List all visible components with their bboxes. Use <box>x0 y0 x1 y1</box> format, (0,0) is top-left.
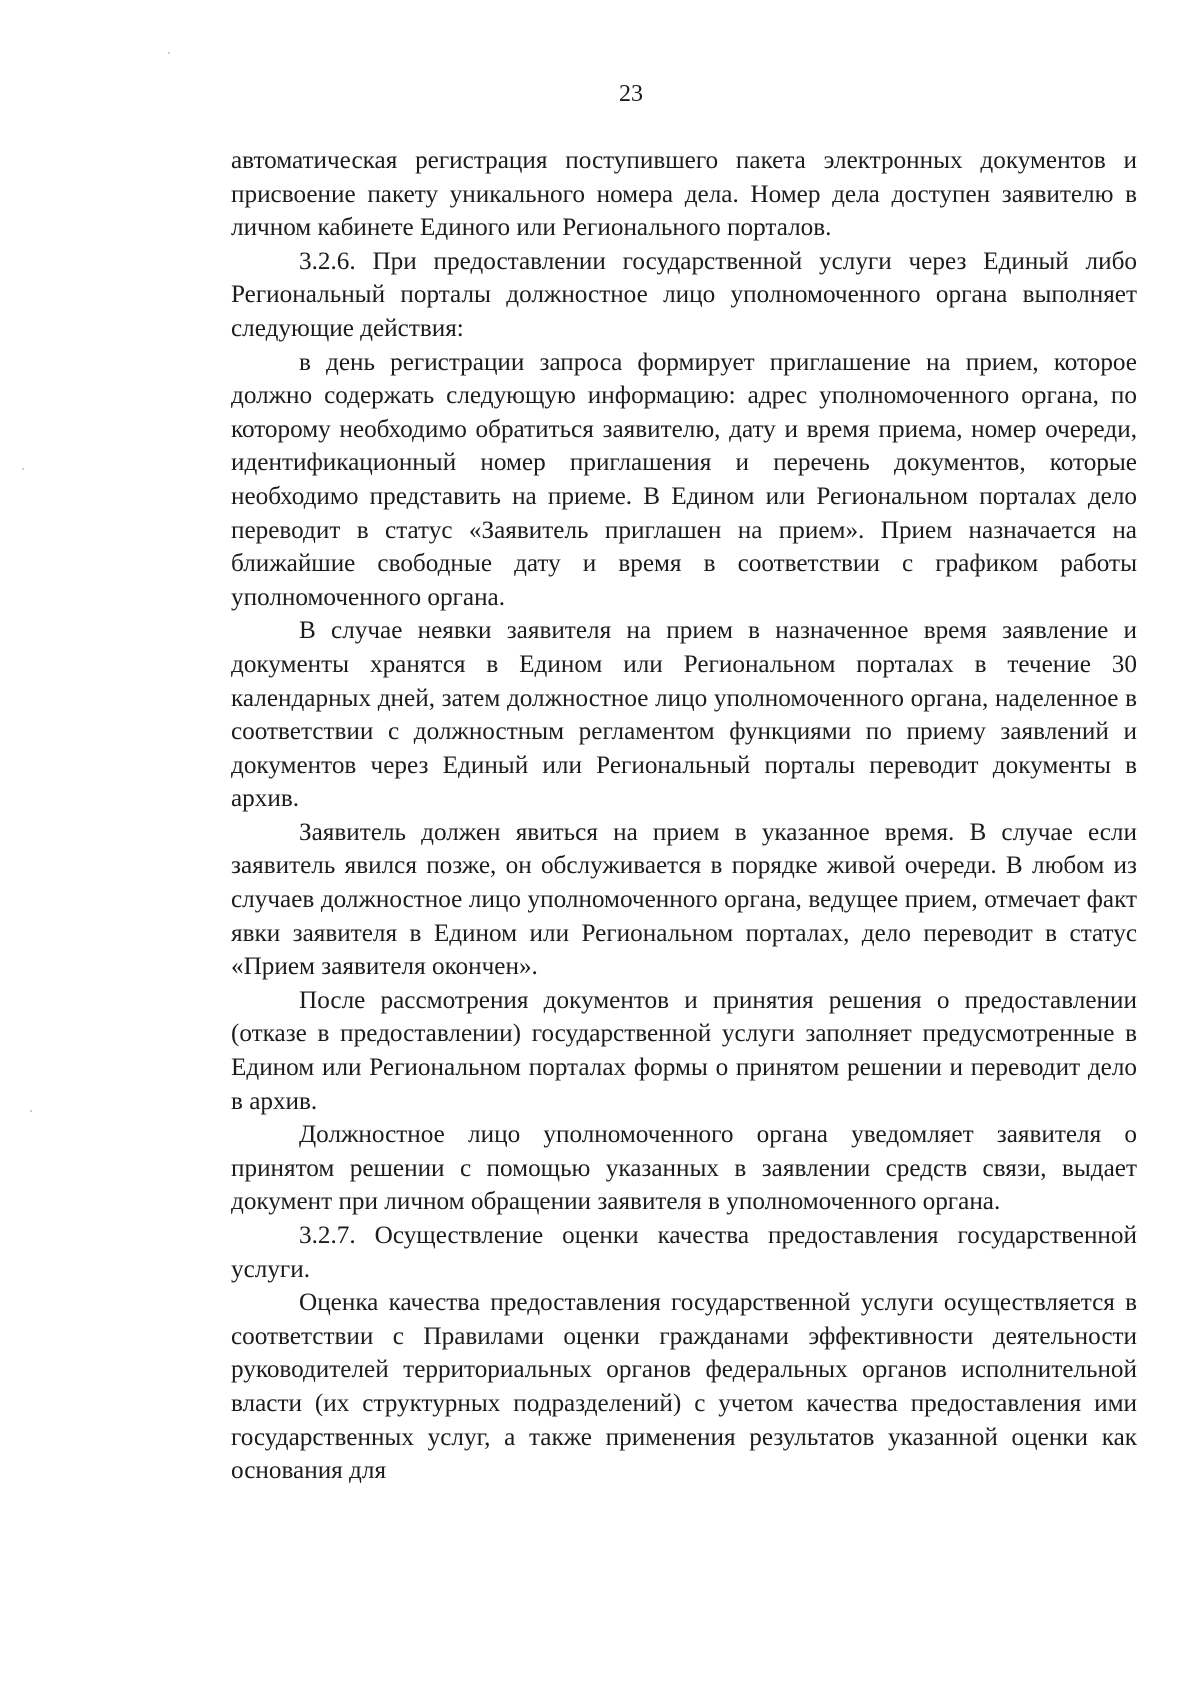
section-heading-3-2-7: 3.2.7. Осуществление оценки качества предоставления государственной услуги. <box>231 1222 1137 1283</box>
paragraph: Заявитель должен явиться на прием в указанное время. В случае если заявитель явился позже, он обслуживается в порядке живой очереди. В любом из случаев должностное лицо уполномоченного органа, ведущее прием, отмечает факт явки заявителя в Едином или Региональном порталах, дело переводит в статус «Прием заявителя окончен». <box>231 818 1137 981</box>
paragraph: 3.2.6. При предоставлении государственной услуги через Единый либо Региональный порталы должностное лицо уполномоченного органа выполняет следующие действия: <box>231 247 1137 342</box>
document-body <box>231 144 1137 1488</box>
paragraph: В случае неявки заявителя на прием в назначенное время заявление и документы хранятся в Едином или Региональном порталах в течение 30 календарных дней, затем должностное лицо уполномоченного органа, наделенное в соответствии с должностным регламентом функциями по приему заявлений и документов через Единый или Региональный порталы переводит документы в архив. <box>231 617 1137 813</box>
page-number: 23 <box>619 81 643 107</box>
paragraph: Должностное лицо уполномоченного органа уведомляет заявителя о принятом решении с помощью указанных в заявлении средств связи, выдает документ при личном обращении заявителя в уполномоченного органа. <box>231 1121 1137 1216</box>
paragraph: После рассмотрения документов и принятия решения о предоставлении (отказе в предоставлении) государственной услуги заполняет предусмотренные в Едином или Региональном порталах формы о принятом решении и переводит дело в архив. <box>231 986 1137 1115</box>
scan-speck <box>30 1110 32 1112</box>
scan-speck <box>168 52 170 54</box>
paragraph: в день регистрации запроса формирует приглашение на прием, которое должно содержать следующую информацию: адрес уполномоченного органа, по которому необходимо обратиться заявителю, дату и время приема, номер очереди, идентификационный номер приглашения и перечень документов, которые необходимо представить на приеме. В Едином или Региональном порталах дело переводит в статус «Заявитель приглашен на прием». Прием назначается на ближайшие свободные дату и время в соответствии с графиком работы уполномоченного органа. <box>231 348 1137 611</box>
scan-speck <box>22 468 24 470</box>
paragraph: Оценка качества предоставления государственной услуги осуществляется в соответствии с Правилами оценки гражданами эффективности деятельности руководителей территориальных органов федеральных органов исполнительной власти (их структурных подразделений) с учетом качества предоставления ими государственных услуг, а также применения результатов указанной оценки как основания для <box>231 1289 1137 1485</box>
paragraph: автоматическая регистрация поступившего пакета электронных документов и присвоение пакету уникального номера дела. Номер дела доступен заявителю в личном кабинете Единого или Регионального порталов. <box>231 147 1137 242</box>
